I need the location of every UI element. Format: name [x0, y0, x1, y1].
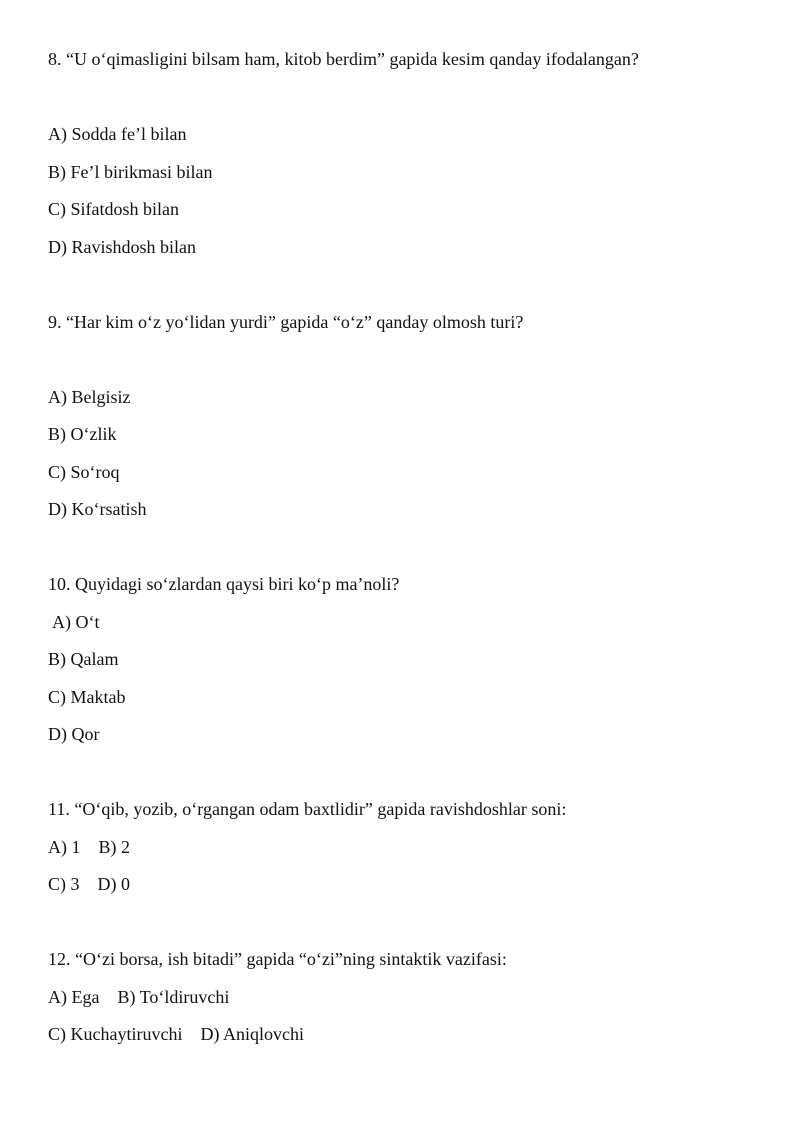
- question-10-option-c: C) Maktab: [48, 687, 126, 707]
- question-8-option-a: A) Sodda fe’l bilan: [48, 124, 187, 144]
- question-9: 9. “Har kim o‘z yo‘lidan yurdi” gapida “o‘z” qanday olmosh turi?: [48, 312, 524, 332]
- question-10-option-a: A) O‘t: [52, 612, 100, 632]
- question-9-option-d: D) Ko‘rsatish: [48, 499, 147, 519]
- question-12-options-ab: A) Ega B) To‘ldiruvchi: [48, 987, 230, 1007]
- question-11-options-cd: C) 3 D) 0: [48, 874, 130, 894]
- question-8: 8. “U o‘qimasligini bilsam ham, kitob berdim” gapida kesim qanday ifodalangan?: [48, 49, 639, 69]
- question-11: 11. “O‘qib, yozib, o‘rgangan odam baxtlidir” gapida ravishdoshlar soni:: [48, 799, 567, 819]
- question-10-option-d: D) Qor: [48, 724, 100, 744]
- question-8-option-c: C) Sifatdosh bilan: [48, 199, 179, 219]
- question-10: 10. Quyidagi so‘zlardan qaysi biri ko‘p ma’noli?: [48, 574, 400, 594]
- question-12-options-cd: C) Kuchaytiruvchi D) Aniqlovchi: [48, 1024, 304, 1044]
- question-10-option-b: B) Qalam: [48, 649, 119, 669]
- question-12: 12. “O‘zi borsa, ish bitadi” gapida “o‘zi”ning sintaktik vazifasi:: [48, 949, 507, 969]
- question-9-option-a: A) Belgisiz: [48, 387, 131, 407]
- question-9-option-b: B) O‘zlik: [48, 424, 117, 444]
- question-8-option-d: D) Ravishdosh bilan: [48, 237, 196, 257]
- question-11-options-ab: A) 1 B) 2: [48, 837, 130, 857]
- question-9-option-c: C) So‘roq: [48, 462, 120, 482]
- question-8-option-b: B) Fe’l birikmasi bilan: [48, 162, 213, 182]
